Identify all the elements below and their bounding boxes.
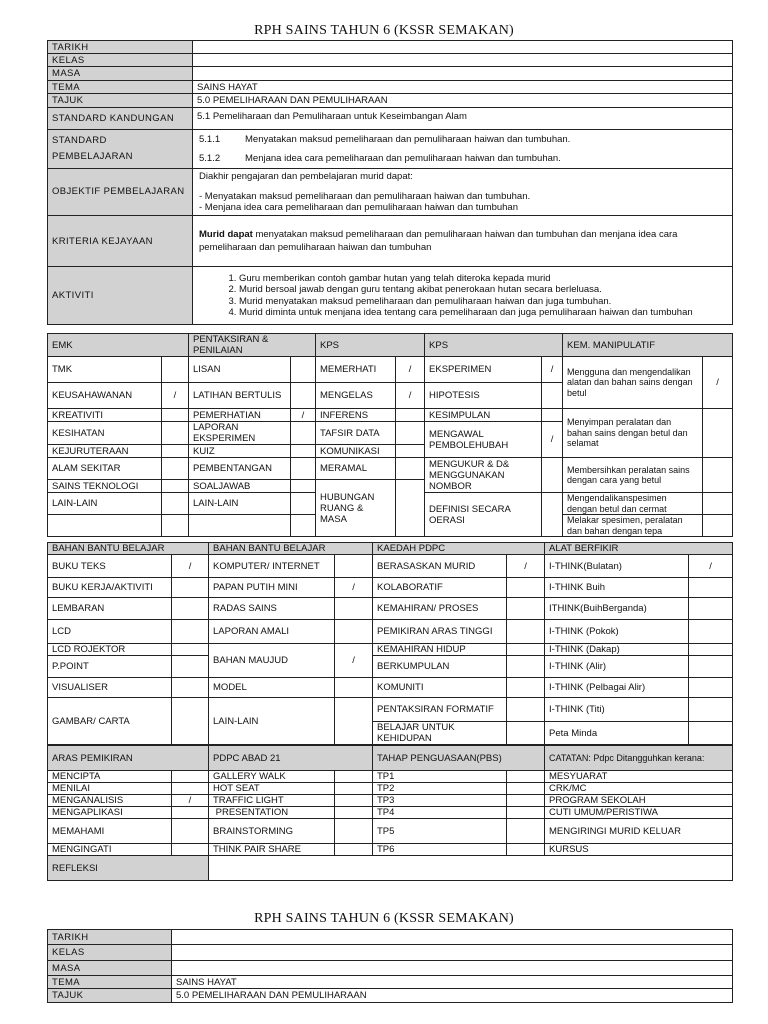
- rph-info-table: [47, 40, 733, 325]
- table-row: MEMAHAMI: [48, 819, 172, 844]
- label-standard-pembelajaran: STANDARD PEMBELAJARAN: [48, 130, 193, 169]
- label-kelas: KELAS: [48, 945, 172, 961]
- header-aras: ARAS PEMIKIRAN: [48, 746, 209, 771]
- value-masa[interactable]: [172, 961, 733, 976]
- label-tema: TEMA: [48, 81, 193, 94]
- value-tarikh[interactable]: [172, 930, 733, 945]
- label-kelas: KELAS: [48, 54, 193, 67]
- value-masa[interactable]: [193, 67, 733, 81]
- table-row: P.POINT: [48, 656, 172, 678]
- value-tema: SAINS HAYAT: [193, 81, 733, 94]
- header-kps-2: KPS: [425, 334, 563, 357]
- header-catatan: CATATAN: Pdpc Ditangguhkan kerana:: [545, 746, 733, 771]
- bbb-table: BAHAN BANTU BELAJAR BAHAN BANTU BELAJAR KAEDAH PDPC ALAT BERFIKIR BUKU TEKS / KOMPUTER/ INTERNET BERASASKAN MURID / I-THINK(Bulatan) / BUKU KERJA/AKTIVITI PAPAN PUTIH MINI / KOLABORATIF I-THINK Buih LEMBARAN RADAS SAINS KEMAHIRAN/ PROSES ITHINK(BuihBerganda) LCD LAPORAN AMALI PEMIKIRAN ARAS TINGGI I-THINK (Pokok) LCD ROJEKTOR BAHAN MAUJUD / KEMAHIRAN HIDUP I-THINK (Dakap) P.POINT BERKUMPULAN I-THINK (Alir) VISUALISER MODEL KOMUNITI I-THINK (Pelbagai Alir) GAMBAR/ CARTA LAIN-LAIN PENTAKSIRAN FORMATIF I-THINK (Titi) BELAJAR UNTUK KEHIDUPAN Peta Minda: [47, 542, 733, 745]
- table-row: [48, 515, 162, 537]
- header-emk: EMK: [48, 334, 189, 357]
- value-kelas[interactable]: [172, 945, 733, 961]
- header-alat-berfikir: ALAT BERFIKIR: [545, 543, 733, 555]
- list-item: 4. Murid diminta untuk menjana idea tentang cara pemeliharaan dan juga pemuliharaan haiwan dan tumbuhan: [239, 307, 730, 319]
- table-row: BUKU TEKS: [48, 555, 172, 578]
- rph-title-2: RPH SAINS TAHUN 6 (KSSR SEMAKAN): [254, 911, 514, 926]
- value-tajuk: 5.0 PEMELIHARAAN DAN PEMULIHARAAN: [193, 94, 733, 108]
- list-item: 2. Murid bersoal jawab dengan guru tentang akibat penerokaan hutan secara berleluasa.: [239, 284, 730, 296]
- header-kaedah: KAEDAH PDPC: [373, 543, 545, 555]
- header-abad-21: PDPC ABAD 21: [209, 746, 373, 771]
- header-kps-1: KPS: [316, 334, 425, 357]
- header-bbb-2: BAHAN BANTU BELAJAR: [209, 543, 373, 555]
- table-row: MENGAPLIKASI: [48, 807, 172, 819]
- value-kelas[interactable]: [193, 54, 733, 67]
- label-tajuk: TAJUK: [48, 989, 172, 1003]
- table-row: KREATIVITI: [48, 409, 162, 422]
- manipulatif-item: Mengguna dan mengendalikan alatan dan bahan sains dengan betul: [563, 357, 703, 409]
- rph2-info-table: [47, 929, 733, 1003]
- label-tarikh: TARIKH: [48, 930, 172, 945]
- table-row: KEJURUTERAAN: [48, 445, 162, 458]
- value-tarikh[interactable]: [193, 41, 733, 54]
- table-row: LAIN-LAIN: [48, 493, 162, 515]
- manipulatif-item: Membersihkan peralatan sains dengan cara yang betul: [563, 458, 703, 493]
- value-tajuk: 5.0 PEMELIHARAAN DAN PEMULIHARAAN: [172, 989, 733, 1003]
- table-row: LCD: [48, 620, 172, 644]
- table-row: TMK: [48, 357, 162, 383]
- manipulatif-item: Mengendalikanspesimen dengan betul dan cermat: [563, 493, 703, 515]
- label-masa: MASA: [48, 67, 193, 81]
- aras-table: ARAS PEMIKIRAN PDPC ABAD 21 TAHAP PENGUASAAN(PBS) CATATAN: Pdpc Ditangguhkan kerana: MENCIPTA GALLERY WALK TP1 MESYUARAT MENILAI HOT SEAT TP2 CRK/MC MENGANALISIS / TRAFFIC LIGHT TP3 PROGRAM SEKOLAH MENGAPLIKASI PRESENTATION TP4 CUTI UMUM/PERISTIWA MEMAHAMI BRAINSTORMING TP5 MENGIRINGI MURID KELUAR MENGINGATI THINK PAIR SHARE TP6 KURSUS REFLEKSI: [47, 745, 733, 881]
- table-row: KESIHATAN: [48, 422, 162, 445]
- label-tarikh: TARIKH: [48, 41, 193, 54]
- label-refleksi: REFLEKSI: [48, 856, 209, 881]
- value-aktiviti: [193, 267, 733, 325]
- manipulatif-item: Melakar spesimen, peralatan dan bahan dengan tepa: [563, 515, 703, 537]
- emk-kps-table: EMK PENTAKSIRAN & PENILAIAN KPS KPS KEM. MANIPULATIF TMK LISAN MEMERHATI / EKSPERIMEN / Mengguna dan mengendalikan alatan dan bahan sains dengan betul / KEUSAHAWANAN / LATIHAN BERTULIS MENGELAS / HIPOTESIS KREATIVITI PEMERHATIAN / INFERENS KESIMPULAN Menyimpan peralatan dan bahan sains dengan betul dan selamat KESIHATAN LAPORAN EKSPERIMEN TAFSIR DATA MENGAWAL PEMBOLEHUBAH / KEJURUTERAAN KUIZ KOMUNIKASI ALAM SEKITAR PEMBENTANGAN MERAMAL MENGUKUR & D& MENGGUNAKAN NOMBOR Membersihkan peralatan sains dengan cara yang betul SAINS TEKNOLOGI SOALJAWAB HUBUNGAN RUANG & MASA LAIN-LAIN LAIN-LAIN DEFINISI SECARA OERASI Mengendalikanspesimen dengan betul dan cermat Melakar spesimen, peralatan dan bahan dengan tepa: [47, 333, 733, 537]
- value-standard-pembelajaran: 5.1.1 Menyatakan maksud pemeliharaan dan pemuliharaan haiwan dan tumbuhan. 5.1.2 Menjana idea cara pemeliharaan dan pemuliharaan haiwan dan tumbuhan.: [193, 130, 733, 169]
- manipulatif-item: Menyimpan peralatan dan bahan sains dengan betul dan selamat: [563, 409, 703, 458]
- table-row: LEMBARAN: [48, 598, 172, 620]
- header-tahap: TAHAP PENGUASAAN(PBS): [373, 746, 545, 771]
- table-row: VISUALISER: [48, 678, 172, 698]
- header-manipulatif: KEM. MANIPULATIF: [563, 334, 733, 357]
- aktiviti-list: [195, 273, 730, 319]
- list-item: 3. Murid menyatakan maksud pemeliharaan dan pemuliharaan haiwan dan juga tumbuhan.: [239, 296, 730, 308]
- value-objektif: Diakhir pengajaran dan pembelajaran murid dapat: - Menyatakan maksud pemeliharaan dan pemuliharaan haiwan dan tumbuhan. - Menjana idea cara pemeliharaan dan pemuliharaan haiwan dan tumbuhan: [193, 169, 733, 216]
- table-row: MENILAI: [48, 783, 172, 795]
- label-tema: TEMA: [48, 976, 172, 989]
- value-standard-kandungan: 5.1 Pemeliharaan dan Pemuliharaan untuk Keseimbangan Alam: [193, 108, 733, 130]
- label-aktiviti: AKTIVITI: [48, 267, 193, 325]
- label-kriteria: KRITERIA KEJAYAAN: [48, 216, 193, 267]
- table-row: SAINS TEKNOLOGI: [48, 480, 162, 493]
- header-bbb-1: BAHAN BANTU BELAJAR: [48, 543, 209, 555]
- table-row: KEUSAHAWANAN: [48, 383, 162, 409]
- table-row: LCD ROJEKTOR: [48, 644, 172, 656]
- value-refleksi[interactable]: [209, 856, 733, 881]
- table-row: GAMBAR/ CARTA: [48, 698, 172, 745]
- label-masa: MASA: [48, 961, 172, 976]
- label-standard-kandungan: STANDARD KANDUNGAN: [48, 108, 193, 130]
- table-row: BUKU KERJA/AKTIVITI: [48, 578, 172, 598]
- label-objektif: OBJEKTIF PEMBELAJARAN: [48, 169, 193, 216]
- table-row: MENCIPTA: [48, 771, 172, 783]
- list-item: 1. Guru memberikan contoh gambar hutan yang telah diteroka kepada murid: [239, 273, 730, 285]
- header-pentaksiran: PENTAKSIRAN & PENILAIAN: [189, 334, 316, 357]
- rph-title: RPH SAINS TAHUN 6 (KSSR SEMAKAN): [254, 23, 514, 38]
- value-kriteria: Murid dapat menyatakan maksud pemeliharaan dan pemuliharaan haiwan dan tumbuhan dan menjana idea cara pemeliharaan dan pemuliharaan haiwan dan tumbuhan: [193, 216, 733, 267]
- value-tema: SAINS HAYAT: [172, 976, 733, 989]
- table-row: MENGANALISIS: [48, 795, 172, 807]
- table-row: MENGINGATI: [48, 844, 172, 856]
- table-row: ALAM SEKITAR: [48, 458, 162, 480]
- label-tajuk: TAJUK: [48, 94, 193, 108]
